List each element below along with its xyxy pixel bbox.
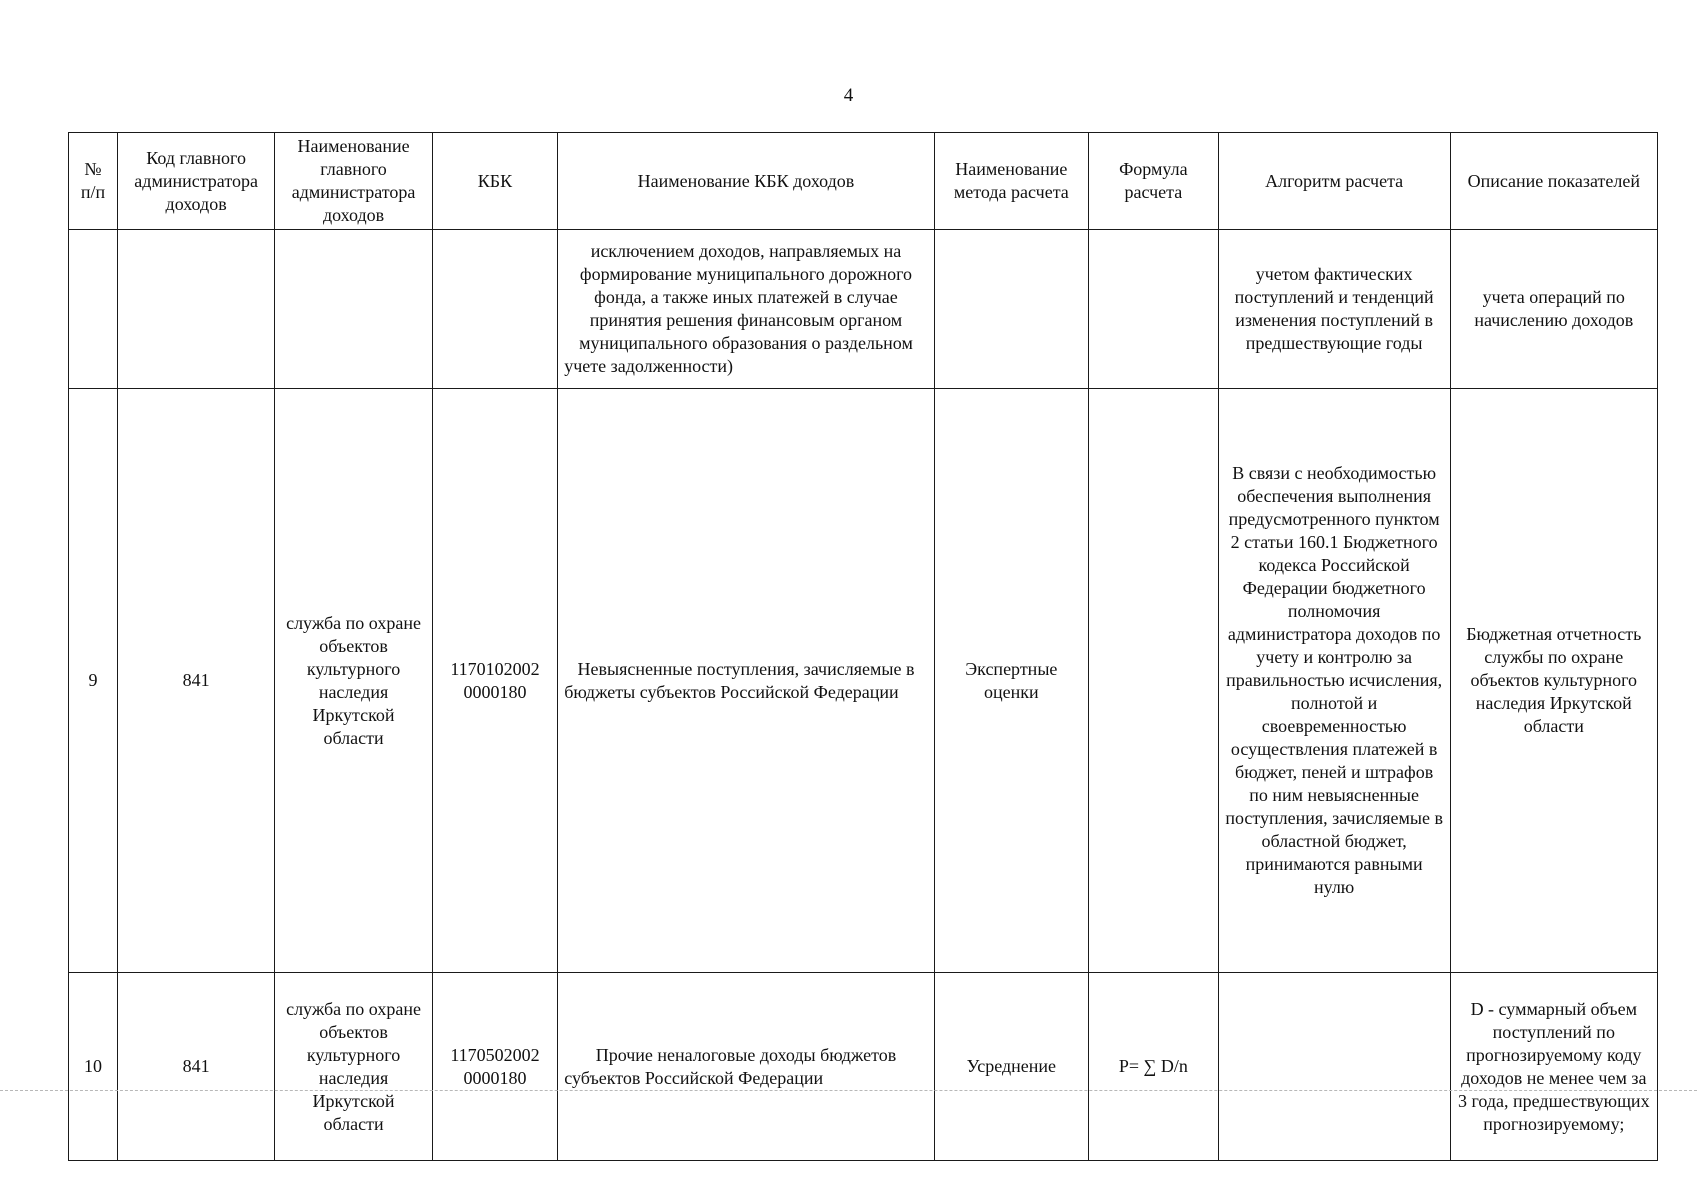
cell-method: Усреднение xyxy=(934,973,1088,1161)
header-kbk-name: Наименование КБК доходов xyxy=(558,133,935,230)
cell-num: 10 xyxy=(69,973,118,1161)
cell-num xyxy=(69,230,118,389)
cell-admin-code: 841 xyxy=(117,389,274,973)
cell-algorithm xyxy=(1218,973,1450,1161)
cell-kbk-name: Прочие неналоговые доходы бюджетов субъектов Российской Федерации xyxy=(558,973,935,1161)
header-description: Описание показателей xyxy=(1450,133,1657,230)
cell-method xyxy=(934,230,1088,389)
cell-formula xyxy=(1088,230,1218,389)
kbk-code-part2: 0000180 xyxy=(463,1067,527,1088)
scan-artifact-line xyxy=(0,1090,1697,1091)
table-header-row xyxy=(69,133,1658,230)
header-formula: Формула расчета xyxy=(1088,133,1218,230)
cell-description: учета операций по начислению доходов xyxy=(1450,230,1657,389)
header-admin-code: Код главного администратора доходов xyxy=(117,133,274,230)
cell-kbk xyxy=(432,230,558,389)
revenue-forecast-table xyxy=(68,132,1658,1161)
header-num: № п/п xyxy=(69,133,118,230)
kbk-code-part2: 0000180 xyxy=(463,681,527,702)
table-row xyxy=(69,389,1658,973)
page-number: 4 xyxy=(843,85,854,106)
header-algorithm: Алгоритм расчета xyxy=(1218,133,1450,230)
cell-admin-name: служба по охране объектов культурного наследия Иркутской области xyxy=(275,973,432,1161)
cell-description: D - суммарный объем поступлений по прогнозируемому коду доходов не менее чем за 3 года, предшествующих прогнозируемому; xyxy=(1450,973,1657,1161)
cell-admin-name: служба по охране объектов культурного наследия Иркутской области xyxy=(275,389,432,973)
cell-formula xyxy=(1088,389,1218,973)
cell-algorithm: учетом фактических поступлений и тенденций изменения поступлений в предшествующие годы xyxy=(1218,230,1450,389)
cell-kbk-name: Невыясненные поступления, зачисляемые в бюджеты субъектов Российской Федерации xyxy=(558,389,935,973)
cell-description: Бюджетная отчетность службы по охране объектов культурного наследия Иркутской области xyxy=(1450,389,1657,973)
kbk-code-part1: 1170102002 xyxy=(450,658,540,679)
cell-admin-code: 841 xyxy=(117,973,274,1161)
header-kbk: КБК xyxy=(432,133,558,230)
table-row xyxy=(69,973,1658,1161)
cell-algorithm: В связи с необходимостью обеспечения выполнения предусмотренного пунктом 2 статьи 160.1 Бюджетного кодекса Российской Федерации бюджетного полномочия администратора доходов по учету и контролю за правильностью исчисления, полнотой и своевременностью осуществления платежей в бюджет, пеней и штрафов по ним невыясненные поступления, зачисляемые в областной бюджет, принимаются равными нулю xyxy=(1218,389,1450,973)
cell-kbk-name: исключением доходов, направляемых на формирование муниципального дорожного фонда, а также иных платежей в случае принятия решения финансовым органом муниципального образования о раздельном учете задолженности) xyxy=(558,230,935,389)
kbk-code-part1: 1170502002 xyxy=(450,1044,540,1065)
cell-formula: P= ∑ D/n xyxy=(1088,973,1218,1161)
cell-method: Экспертные оценки xyxy=(934,389,1088,973)
header-admin-name: Наименование главного администратора доходов xyxy=(275,133,432,230)
cell-kbk xyxy=(432,389,558,973)
cell-admin-name xyxy=(275,230,432,389)
cell-num: 9 xyxy=(69,389,118,973)
cell-kbk xyxy=(432,973,558,1161)
header-method: Наименование метода расчета xyxy=(934,133,1088,230)
table-row xyxy=(69,230,1658,389)
cell-admin-code xyxy=(117,230,274,389)
